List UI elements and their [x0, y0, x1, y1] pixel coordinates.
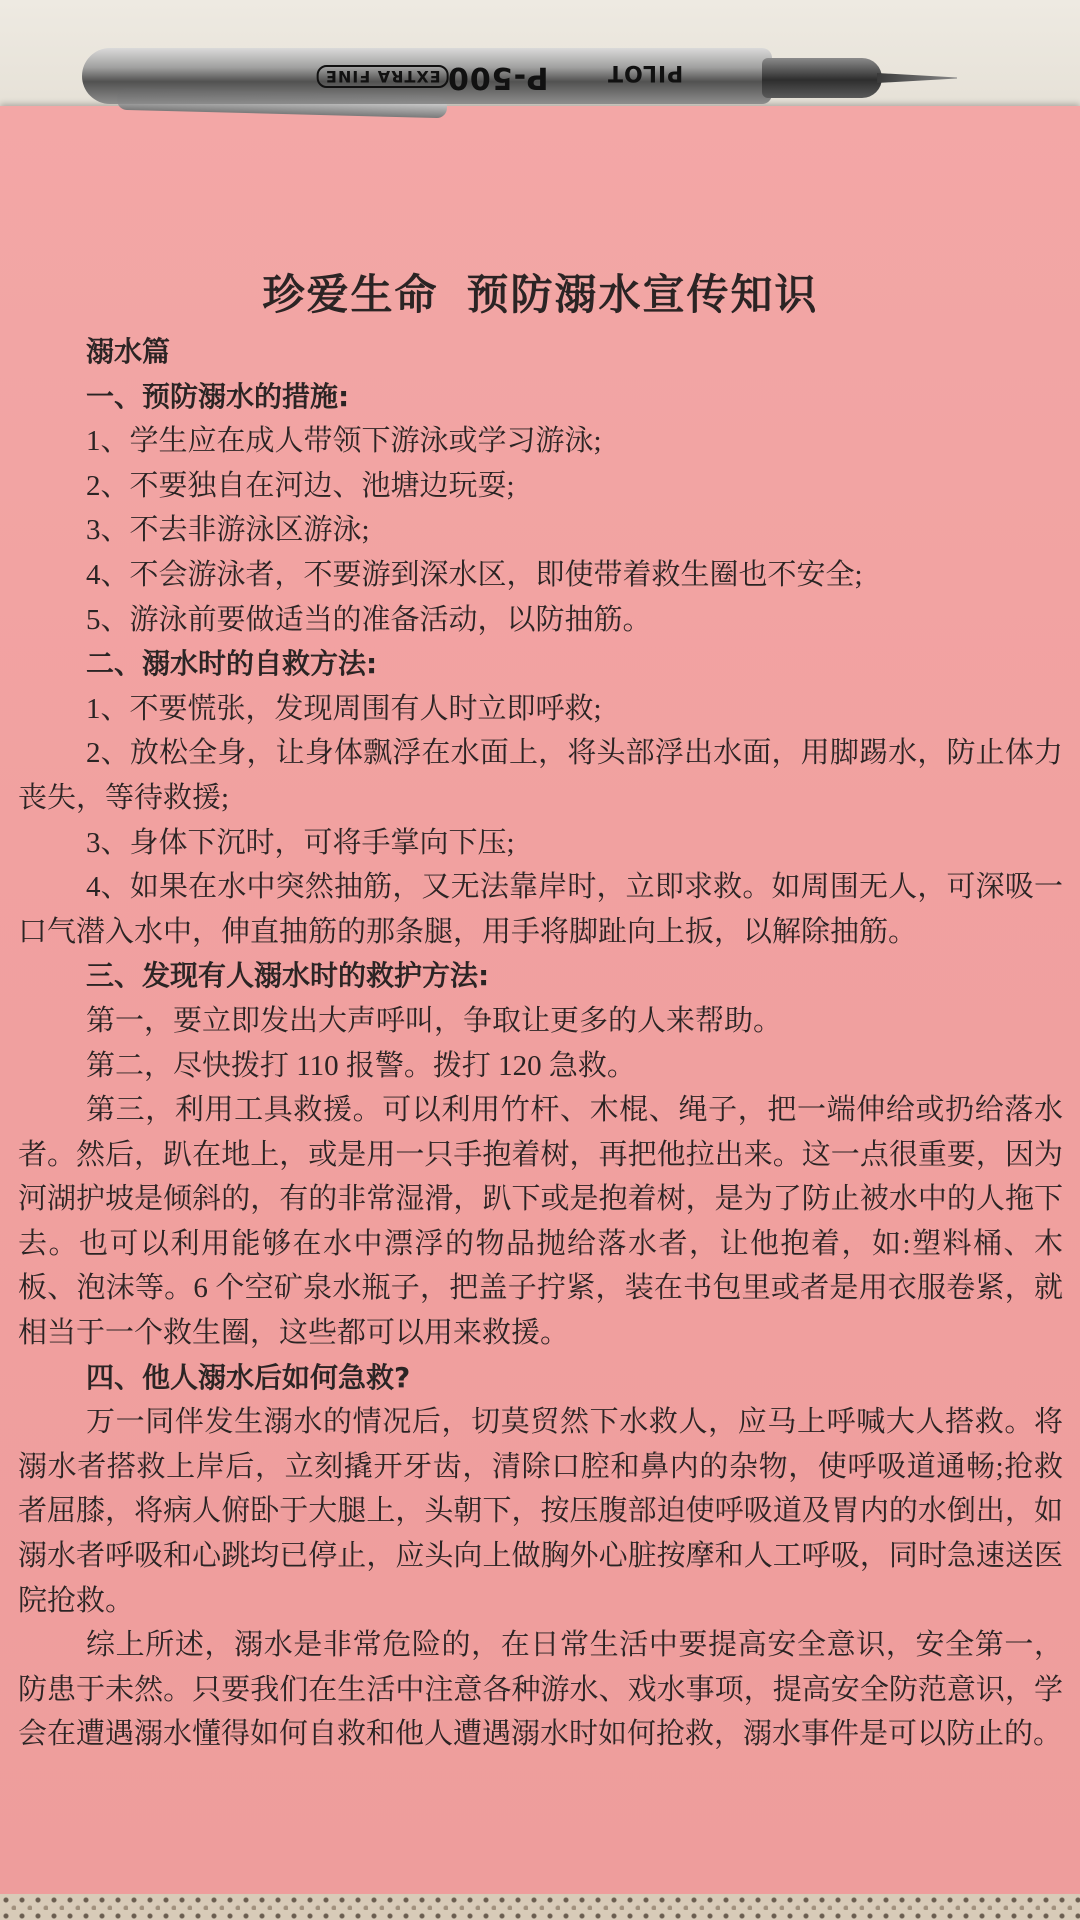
- section-heading: 一、预防溺水的措施:: [86, 379, 350, 413]
- list-item: 1、不要慌张，发现周围有人时立即呼救;: [86, 692, 602, 725]
- list-item: 第二，尽快拨打 110 报警。拨打 120 急救。: [86, 1049, 636, 1082]
- list-item: 2、放松全身，让身体飘浮在水面上，将头部浮出水面，用脚踢水，防止体力丧失，等待救援;: [18, 737, 1063, 814]
- lace-tablecloth: [0, 1894, 1080, 1920]
- list-item: 3、不去非游泳区游泳;: [86, 514, 370, 547]
- list-item: 4、如果在水中突然抽筋，又无法靠岸时，立即求救。如周围无人，可深吸一口气潜入水中，伸直抽筋的那条腿，用手将脚趾向上扳，以解除抽筋。: [18, 871, 1063, 948]
- paragraph: 万一同伴发生溺水的情况后，切莫贸然下水救人，应马上呼喊大人搭救。将溺水者搭救上岸后，立刻撬开牙齿，清除口腔和鼻内的杂物，使呼吸道通畅;抢救者屈膝，将病人俯卧于大腿上，头朝下，按压腹部迫使呼吸道及胃内的水倒出，如溺水者呼吸和心跳均已停止，应头向上做胸外心脏按摩和人工呼吸，同时急速送医院抢救。: [18, 1406, 1063, 1617]
- pen-model-label: P-500: [447, 60, 549, 95]
- title-part-2: 预防溺水宣传知识: [466, 270, 819, 319]
- pen: [62, 40, 962, 114]
- list-item: 4、不会游泳者，不要游到深水区，即使带着救生圈也不安全;: [86, 558, 863, 591]
- section-heading: 四、他人溺水后如何急救?: [86, 1360, 411, 1394]
- list-item: 第三，利用工具救援。可以利用竹杆、木棍、绳子，把一端伸给或扔给落水者。然后，趴在地上，或是用一只手抱着树，再把他拉出来。这一点很重要，因为河湖护坡是倾斜的，有的非常湿滑，趴下或是抱着树，是为了防止被水中的人拖下去。也可以利用能够在水中漂浮的物品抛给落水者，让他抱着，如:塑料桶、木板、泡沫等。6 个空矿泉水瓶子，把盖子拧紧，装在书包里或者是用衣服卷紧，就相当于一个救生圈，这些都可以用来救援。: [18, 1094, 1063, 1350]
- list-item: 第一，要立即发出大声呼叫，争取让更多的人来帮助。: [86, 1004, 783, 1037]
- list-item: 5、游泳前要做适当的准备活动，以防抽筋。: [86, 603, 652, 636]
- section-heading: 三、发现有人溺水时的救护方法:: [86, 959, 490, 993]
- pen-brand-label: PILOT: [607, 60, 684, 85]
- list-item: 1、学生应在成人带领下游泳或学习游泳;: [86, 425, 602, 458]
- page-title: [18, 262, 1063, 319]
- document-body: [18, 262, 1063, 1757]
- pen-grip: [762, 58, 882, 98]
- conclusion-paragraph: 综上所述，溺水是非常危险的，在日常生活中要提高安全意识，安全第一，防患于未然。只要我们在生活中注意各种游水、戏水事项，提高安全防范意识，学会在遭遇溺水懂得如何自救和他人遭遇溺水时如何抢救，溺水事件是可以防止的。: [18, 1629, 1063, 1751]
- list-item: 2、不要独自在河边、池塘边玩耍;: [86, 469, 515, 502]
- section-label: 溺水篇: [86, 335, 171, 368]
- pen-tip: [877, 73, 957, 83]
- pen-tag-label: EXTRA FINE: [317, 65, 449, 88]
- section-heading: 二、溺水时的自救方法:: [86, 647, 378, 681]
- title-part-1: 珍爱生命: [262, 270, 439, 319]
- list-item: 3、身体下沉时，可将手掌向下压;: [86, 826, 515, 859]
